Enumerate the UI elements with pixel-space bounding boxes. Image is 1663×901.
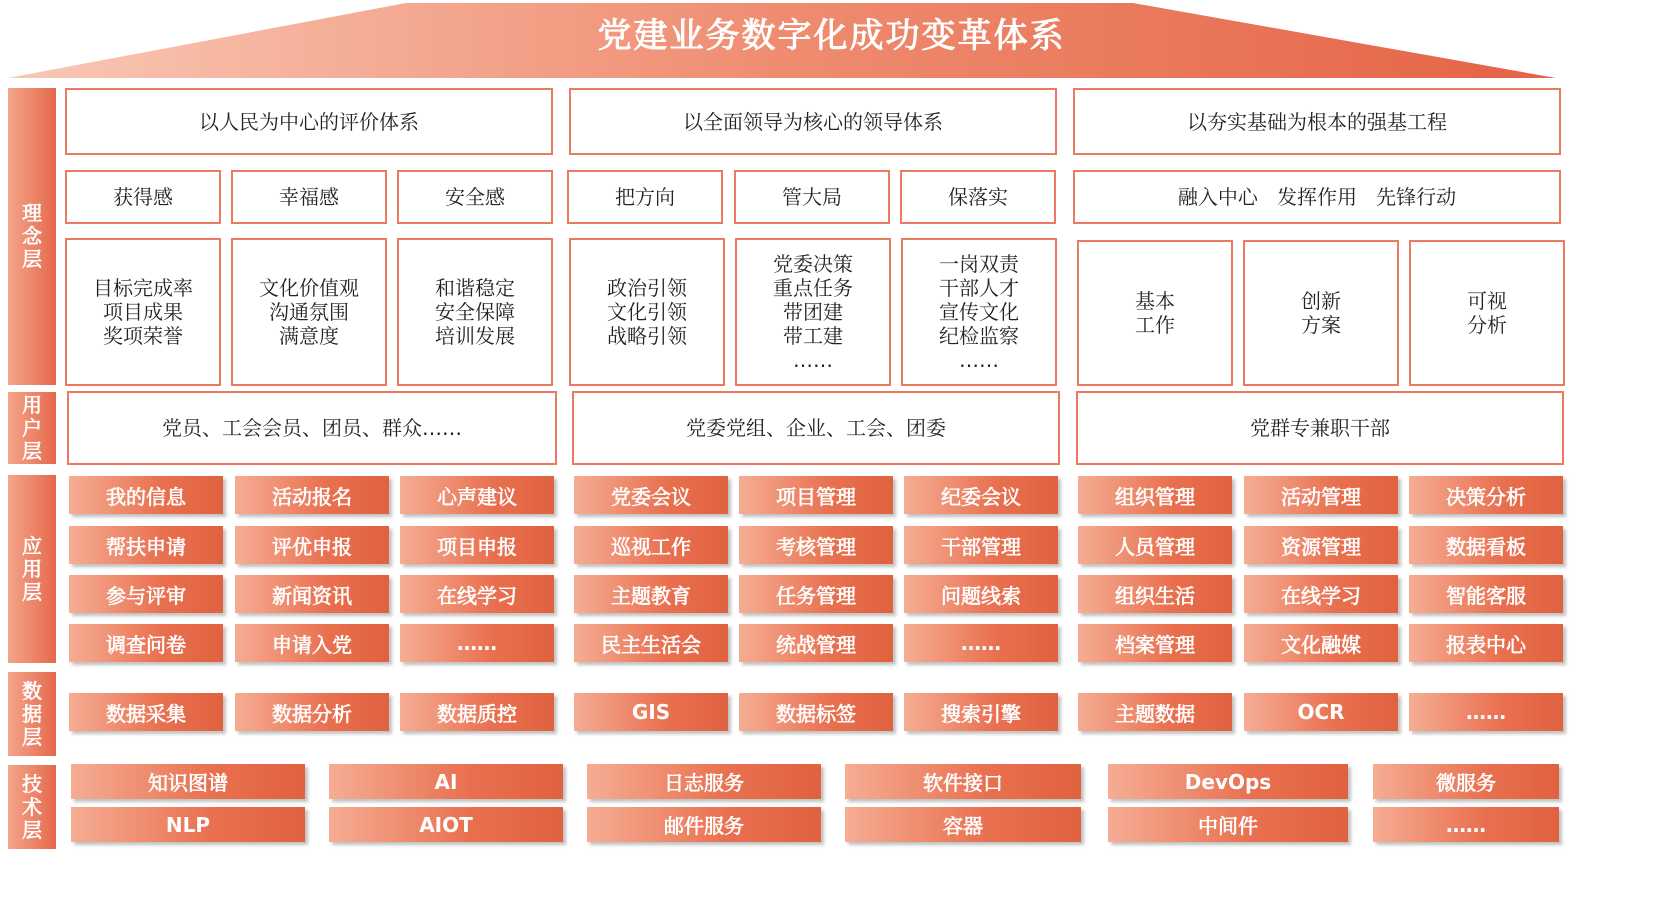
- app-module-button[interactable]: 在线学习: [400, 575, 554, 613]
- data-module-button[interactable]: GIS: [574, 693, 728, 731]
- sense-box: 管大局: [734, 170, 890, 224]
- app-module-button[interactable]: 报表中心: [1409, 624, 1563, 662]
- app-module-button[interactable]: 在线学习: [1244, 575, 1398, 613]
- layer-label-data: 数据层: [8, 672, 56, 756]
- app-module-button[interactable]: 党委会议: [574, 476, 728, 514]
- pillar-box: 以夯实基础为根本的强基工程: [1073, 88, 1561, 155]
- app-module-button[interactable]: 资源管理: [1244, 526, 1398, 564]
- tech-module-button[interactable]: AI: [329, 764, 563, 799]
- app-module-button[interactable]: 数据看板: [1409, 526, 1563, 564]
- tech-module-button[interactable]: DevOps: [1108, 764, 1348, 799]
- detail-box: 党委决策 重点任务 带团建 带工建 ……: [735, 238, 891, 386]
- app-module-button[interactable]: 申请入党: [235, 624, 389, 662]
- layer-label-application: 应用层: [8, 475, 56, 663]
- app-module-button[interactable]: 纪委会议: [904, 476, 1058, 514]
- pillar-box: 以人民为中心的评价体系: [65, 88, 553, 155]
- app-module-button[interactable]: 新闻资讯: [235, 575, 389, 613]
- app-module-button[interactable]: ……: [400, 624, 554, 662]
- data-module-button[interactable]: 数据采集: [69, 693, 223, 731]
- sense-box: 获得感: [65, 170, 221, 224]
- app-module-button[interactable]: 活动管理: [1244, 476, 1398, 514]
- user-group-box: 党委党组、企业、工会、团委: [572, 391, 1060, 465]
- app-module-button[interactable]: 项目管理: [739, 476, 893, 514]
- app-module-button[interactable]: 档案管理: [1078, 624, 1232, 662]
- sense-box: 把方向: [567, 170, 723, 224]
- layer-label-tech: 技术层: [8, 765, 56, 849]
- data-module-button[interactable]: 搜索引擎: [904, 693, 1058, 731]
- tech-module-button[interactable]: 邮件服务: [587, 807, 821, 842]
- app-module-button[interactable]: 参与评审: [69, 575, 223, 613]
- detail-box: 可视 分析: [1409, 240, 1565, 386]
- app-module-button[interactable]: 文化融媒: [1244, 624, 1398, 662]
- pillar-box: 以全面领导为核心的领导体系: [569, 88, 1057, 155]
- data-module-button[interactable]: 数据标签: [739, 693, 893, 731]
- app-module-button[interactable]: 组织生活: [1078, 575, 1232, 613]
- app-module-button[interactable]: 智能客服: [1409, 575, 1563, 613]
- tech-module-button[interactable]: ……: [1373, 807, 1559, 842]
- detail-box: 创新 方案: [1243, 240, 1399, 386]
- sense-box: 保落实: [900, 170, 1056, 224]
- app-module-button[interactable]: 组织管理: [1078, 476, 1232, 514]
- tech-module-button[interactable]: 中间件: [1108, 807, 1348, 842]
- detail-box: 和谐稳定 安全保障 培训发展: [397, 238, 553, 386]
- layer-label-concept: 理念层: [8, 88, 56, 385]
- data-module-button[interactable]: 主题数据: [1078, 693, 1232, 731]
- detail-box: 目标完成率 项目成果 奖项荣誉: [65, 238, 221, 386]
- detail-box: 政治引领 文化引领 战略引领: [569, 238, 725, 386]
- app-module-button[interactable]: 考核管理: [739, 526, 893, 564]
- app-module-button[interactable]: 项目申报: [400, 526, 554, 564]
- tech-module-button[interactable]: 微服务: [1373, 764, 1559, 799]
- tech-module-button[interactable]: 日志服务: [587, 764, 821, 799]
- layer-label-user: 用户层: [8, 392, 56, 464]
- app-module-button[interactable]: 我的信息: [69, 476, 223, 514]
- app-module-button[interactable]: 任务管理: [739, 575, 893, 613]
- sense-box-wide: 融入中心 发挥作用 先锋行动: [1073, 170, 1561, 224]
- detail-box: 一岗双责 干部人才 宣传文化 纪检监察 ……: [901, 238, 1057, 386]
- app-module-button[interactable]: 民主生活会: [574, 624, 728, 662]
- page-title: 党建业务数字化成功变革体系: [597, 16, 1066, 56]
- app-module-button[interactable]: 决策分析: [1409, 476, 1563, 514]
- user-group-box: 党员、工会会员、团员、群众……: [67, 391, 557, 465]
- app-module-button[interactable]: 帮扶申请: [69, 526, 223, 564]
- data-module-button[interactable]: 数据分析: [235, 693, 389, 731]
- data-module-button[interactable]: ……: [1409, 693, 1563, 731]
- app-module-button[interactable]: ……: [904, 624, 1058, 662]
- sense-box: 幸福感: [231, 170, 387, 224]
- sense-box: 安全感: [397, 170, 553, 224]
- app-module-button[interactable]: 活动报名: [235, 476, 389, 514]
- data-module-button[interactable]: 数据质控: [400, 693, 554, 731]
- tech-module-button[interactable]: AIOT: [329, 807, 563, 842]
- tech-module-button[interactable]: NLP: [71, 807, 305, 842]
- tech-module-button[interactable]: 容器: [845, 807, 1081, 842]
- app-module-button[interactable]: 评优申报: [235, 526, 389, 564]
- app-module-button[interactable]: 调查问卷: [69, 624, 223, 662]
- tech-module-button[interactable]: 知识图谱: [71, 764, 305, 799]
- detail-box: 文化价值观 沟通氛围 满意度: [231, 238, 387, 386]
- app-module-button[interactable]: 干部管理: [904, 526, 1058, 564]
- app-module-button[interactable]: 巡视工作: [574, 526, 728, 564]
- data-module-button[interactable]: OCR: [1244, 693, 1398, 731]
- detail-box: 基本 工作: [1077, 240, 1233, 386]
- app-module-button[interactable]: 人员管理: [1078, 526, 1232, 564]
- user-group-box: 党群专兼职干部: [1076, 391, 1564, 465]
- app-module-button[interactable]: 主题教育: [574, 575, 728, 613]
- app-module-button[interactable]: 统战管理: [739, 624, 893, 662]
- app-module-button[interactable]: 问题线索: [904, 575, 1058, 613]
- app-module-button[interactable]: 心声建议: [400, 476, 554, 514]
- tech-module-button[interactable]: 软件接口: [845, 764, 1081, 799]
